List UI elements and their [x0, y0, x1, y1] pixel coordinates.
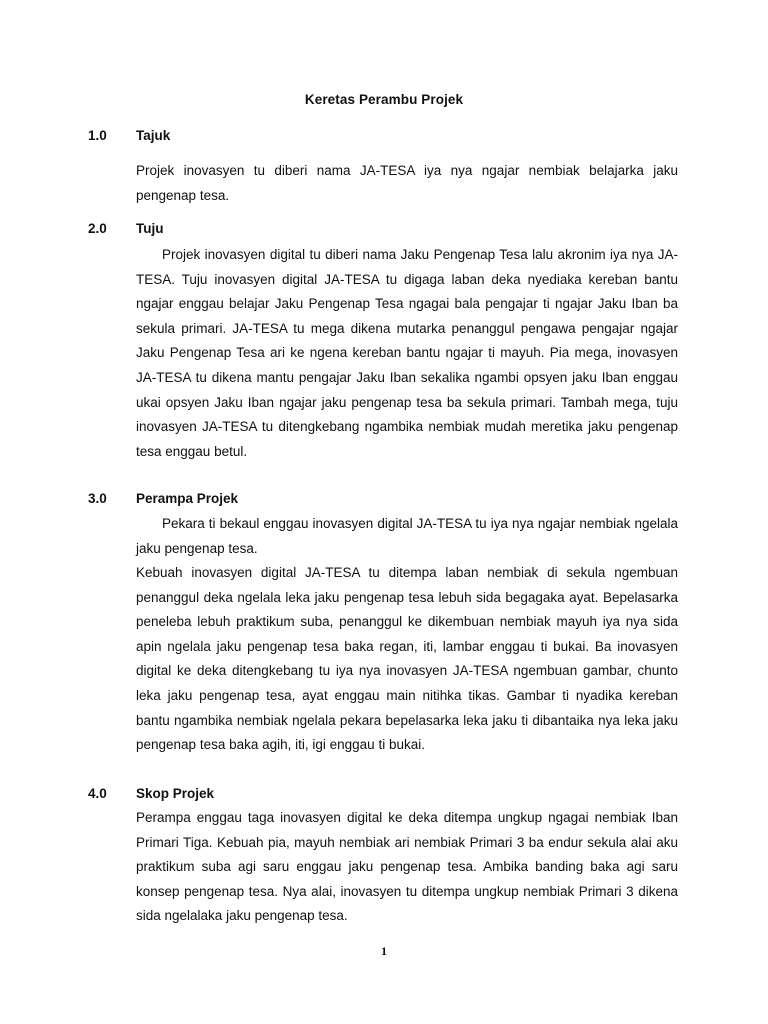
- section-heading-skop-projek: [88, 786, 214, 801]
- section-paragraph: Projek inovasyen tu diberi nama JA-TESA iya nya ngajar nembiak belajarka jaku pengenap tesa.: [136, 163, 678, 203]
- section-number: 3.0: [88, 491, 107, 506]
- section-heading-tajuk: [88, 128, 170, 143]
- section-title: Tajuk: [136, 128, 171, 143]
- section-heading-tuju: [88, 221, 164, 236]
- page-number: 1: [381, 944, 387, 958]
- section-paragraph: Kebuah inovasyen digital JA-TESA tu ditempa laban nembiak di sekula ngembuan penanggul deka ngelala leka jaku pengenap tesa lebuh sida begagaka ayat. Bepelasarka peneleba lebuh praktikum suba, penanggul ke dikembuan nembiak mayuh iya nya sida apin ngelala jaku pengenap tesa baka regan, iti, lambar enggau ti bukai. Ba inovasyen digital ke deka ditengkebang tu iya nya inovasyen JA-TESA ngembuan gambar, chunto leka jaku pengenap tesa, ayat enggau main nitihka tikas. Gambar ti nyadika kereban bantu ngambika nembiak ngelala pekara bepelasarka leka jaku ti dibantaika nya leka jaku pengenap tesa baka agih, iti, igi enggau ti bukai.: [136, 565, 678, 753]
- section-paragraph: Perampa enggau taga inovasyen digital ke deka ditempa ungkup ngagai nembiak Iban Primari Tiga. Kebuah pia, mayuh nembiak ari nembiak Primari 3 ba endur sekula alai aku praktikum suba agi saru enggau jaku pengenap tesa. Ambika banding baka agi saru konsep pengenap tesa. Nya alai, inovasyen tu ditempa ungkup nembiak Primari 3 dikena sida ngelalaka jaku pengenap tesa.: [136, 810, 678, 924]
- section-title: Perampa Projek: [136, 491, 239, 506]
- section-title: Skop Projek: [136, 786, 215, 801]
- section-number: 2.0: [88, 221, 107, 236]
- section-paragraph: Pekara ti bekaul enggau inovasyen digital JA-TESA tu iya nya ngajar nembiak ngelala jaku pengenap tesa.: [136, 516, 678, 556]
- document-title: Keretas Perambu Projek: [304, 92, 464, 107]
- section-number: 1.0: [88, 128, 107, 143]
- section-heading-perampa-projek: [88, 491, 238, 506]
- section-title: Tuju: [136, 221, 164, 236]
- section-paragraph: Projek inovasyen digital tu diberi nama Jaku Pengenap Tesa lalu akronim iya nya JA-TESA. Tuju inovasyen digital JA-TESA tu digaga laban deka nyediaka kereban bantu ngajar enggau belajar Jaku Pengenap Tesa ngagai bala pengajar ti ngajar Jaku Iban ba sekula primari. JA-TESA tu mega dikena mutarka penanggul pengawa pengajar ngajar Jaku Pengenap Tesa ari ke ngena kereban bantu ngajar ti mayuh. Pia mega, inovasyen JA-TESA tu dikena mantu pengajar Jaku Iban sekalika ngambi opsyen jaku Iban enggau ukai opsyen Jaku Iban ngajar jaku pengenap tesa ba sekula primari. Tambah mega, tuju inovasyen JA-TESA tu ditengkebang ngambika nembiak mudah meretika jaku pengenap tesa enggau betul.: [136, 247, 678, 459]
- section-number: 4.0: [88, 786, 107, 801]
